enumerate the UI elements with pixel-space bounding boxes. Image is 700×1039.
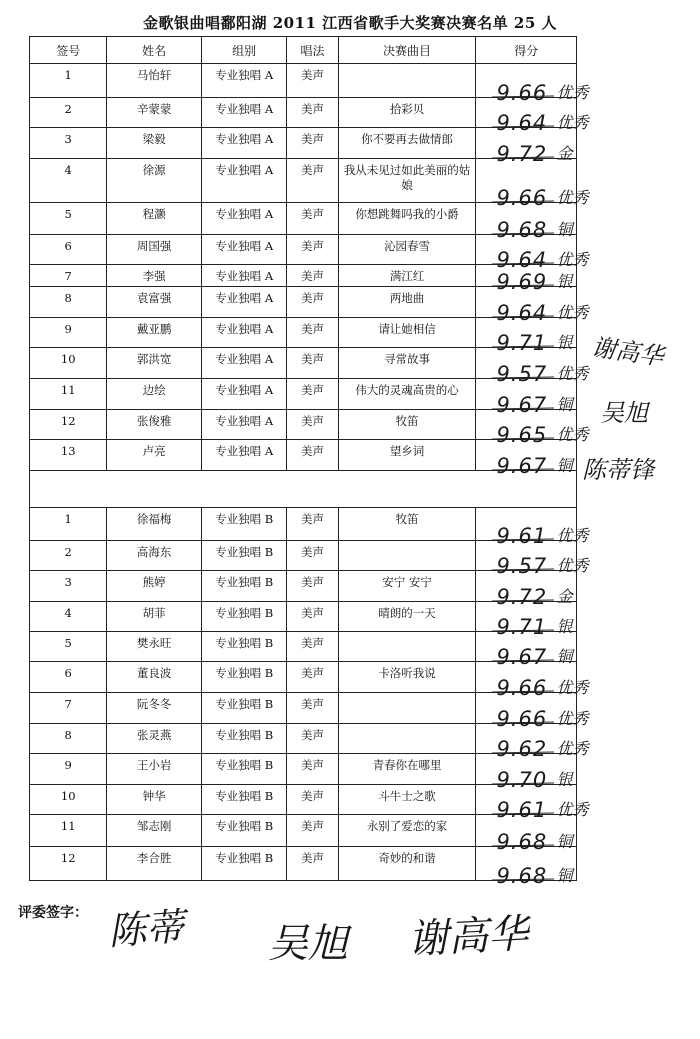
- song-title: [338, 632, 476, 662]
- score-cell: [476, 203, 577, 242]
- award-mark: 优秀: [556, 800, 589, 819]
- award-mark: 优秀: [556, 526, 589, 545]
- score-cell: [476, 754, 577, 792]
- score-value: 9.68: [496, 864, 548, 888]
- singer-name: 周国强: [107, 235, 202, 265]
- singer-name: 王小岩: [107, 754, 202, 785]
- score-value: 9.68: [496, 218, 548, 242]
- award-mark: 铜: [556, 866, 573, 885]
- singer-group: 专业独唱 B: [201, 662, 286, 693]
- score-cell: [476, 265, 577, 294]
- score-cell: [476, 693, 589, 731]
- award-mark: 优秀: [556, 739, 589, 758]
- singer-name: 徐源: [107, 159, 202, 203]
- singer-name: 梁毅: [107, 128, 202, 159]
- side-signature-1: 谢高华: [590, 333, 666, 371]
- singer-group: 专业独唱 A: [201, 379, 286, 410]
- score-cell: [476, 785, 589, 822]
- singing-style: 美声: [287, 265, 338, 287]
- score-cell: [476, 379, 577, 417]
- song-title: 请让她相信: [338, 318, 476, 348]
- score-value: 9.67: [496, 393, 548, 417]
- song-title: 牧笛: [338, 410, 476, 440]
- singing-style: 美声: [287, 410, 338, 440]
- award-mark: 银: [556, 272, 573, 291]
- document-title: 金歌银曲唱鄱阳湖 2011 江西省歌手大奖赛决赛名单 25 人: [142, 14, 557, 32]
- header-group: 组别: [201, 37, 286, 64]
- table-row: [30, 64, 577, 98]
- entry-number: 12: [30, 847, 107, 881]
- song-title: 你不要再去做情郎: [338, 128, 476, 159]
- singer-group: 专业独唱 A: [201, 64, 286, 98]
- score-cell: [476, 318, 577, 355]
- song-title: [338, 541, 476, 571]
- score-cell: [476, 64, 589, 105]
- award-mark: 金: [556, 587, 573, 606]
- score-value: 9.64: [496, 301, 548, 325]
- song-title: 我从未见过如此美丽的姑娘: [338, 159, 476, 203]
- score-cell: [476, 159, 589, 210]
- score-value: 9.69: [496, 270, 548, 294]
- singing-style: 美声: [287, 754, 338, 785]
- score-value: 9.66: [496, 81, 548, 105]
- score-value: 9.67: [496, 454, 548, 478]
- group-b-rows: [30, 508, 589, 888]
- score-cell: [476, 508, 589, 548]
- singer-name: 胡菲: [107, 602, 202, 632]
- singing-style: 美声: [287, 379, 338, 410]
- table-row: [30, 815, 577, 847]
- header-song: 决赛曲目: [338, 37, 476, 64]
- entry-number: 1: [30, 508, 107, 541]
- entry-number: 8: [30, 724, 107, 754]
- singer-name: 郭洪宽: [107, 348, 202, 379]
- song-title: 奇妙的和谐: [338, 847, 476, 881]
- singer-name: 辛蒙蒙: [107, 98, 202, 128]
- table-row: [30, 785, 577, 815]
- singer-group: 专业独唱 A: [201, 318, 286, 348]
- singer-group: 专业独唱 B: [201, 632, 286, 662]
- score-value: 9.57: [496, 362, 548, 386]
- score-cell: [476, 662, 589, 700]
- score-cell: [476, 571, 577, 609]
- table-row: [30, 571, 577, 602]
- score-value: 9.70: [496, 768, 548, 792]
- singer-group: 专业独唱 A: [201, 128, 286, 159]
- singing-style: 美声: [287, 318, 338, 348]
- score-cell: [476, 632, 577, 669]
- song-title: 望乡词: [338, 440, 476, 471]
- score-cell: [476, 847, 577, 888]
- singer-group: 专业独唱 A: [201, 265, 286, 287]
- singer-name: 高海东: [107, 541, 202, 571]
- score-cell: [476, 440, 577, 478]
- score-cell: [476, 128, 577, 166]
- table-row: [30, 662, 577, 693]
- header-name: 姓名: [107, 37, 202, 64]
- entry-number: 10: [30, 785, 107, 815]
- award-mark: 铜: [556, 220, 573, 239]
- score-value: 9.57: [496, 554, 548, 578]
- header-score: 得分: [476, 37, 577, 64]
- entry-number: 2: [30, 98, 107, 128]
- score-value: 9.68: [496, 830, 548, 854]
- song-title: [338, 724, 476, 754]
- entry-number: 11: [30, 379, 107, 410]
- singing-style: 美声: [287, 159, 338, 203]
- singer-name: 李合胜: [107, 847, 202, 881]
- singer-group: 专业独唱 A: [201, 410, 286, 440]
- header-style: 唱法: [287, 37, 338, 64]
- singer-group: 专业独唱 B: [201, 724, 286, 754]
- table-row: [30, 159, 577, 203]
- table-row: [30, 508, 577, 541]
- table-row: [30, 410, 577, 440]
- singer-group: 专业独唱 A: [201, 98, 286, 128]
- table-row: [30, 287, 577, 318]
- side-signature-2: 吴旭: [600, 399, 648, 427]
- song-title: 安宁 安宁: [338, 571, 476, 602]
- singer-name: 李强: [107, 265, 202, 287]
- singer-group: 专业独唱 A: [201, 235, 286, 265]
- singing-style: 美声: [287, 632, 338, 662]
- entry-number: 11: [30, 815, 107, 847]
- singer-group: 专业独唱 A: [201, 159, 286, 203]
- song-title: 寻常故事: [338, 348, 476, 379]
- entry-number: 5: [30, 632, 107, 662]
- singer-name: 卢亮: [107, 440, 202, 471]
- song-title: [338, 693, 476, 724]
- award-mark: 优秀: [556, 678, 589, 697]
- song-title: 你想跳舞吗我的小爵: [338, 203, 476, 235]
- song-title: 两地曲: [338, 287, 476, 318]
- score-value: 9.62: [496, 737, 548, 761]
- score-cell: [476, 724, 589, 761]
- score-value: 9.67: [496, 645, 548, 669]
- entry-number: 2: [30, 541, 107, 571]
- singer-group: 专业独唱 A: [201, 203, 286, 235]
- score-cell: [476, 287, 589, 325]
- singer-group: 专业独唱 B: [201, 785, 286, 815]
- table-row: [30, 265, 577, 287]
- singer-group: 专业独唱 B: [201, 571, 286, 602]
- singer-name: 程灏: [107, 203, 202, 235]
- singer-name: 董良波: [107, 662, 202, 693]
- singer-name: 马怡轩: [107, 64, 202, 98]
- entry-number: 6: [30, 662, 107, 693]
- award-mark: 优秀: [556, 303, 589, 322]
- singer-name: 张灵燕: [107, 724, 202, 754]
- song-title: 斗牛士之歌: [338, 785, 476, 815]
- score-cell: [476, 98, 589, 135]
- score-value: 9.72: [496, 142, 548, 166]
- singing-style: 美声: [287, 287, 338, 318]
- singing-style: 美声: [287, 602, 338, 632]
- entry-number: 9: [30, 754, 107, 785]
- score-value: 9.64: [496, 248, 548, 272]
- singer-name: 樊永旺: [107, 632, 202, 662]
- singing-style: 美声: [287, 235, 338, 265]
- separator-row: [30, 471, 577, 508]
- singer-group: 专业独唱 A: [201, 348, 286, 379]
- singing-style: 美声: [287, 440, 338, 471]
- singing-style: 美声: [287, 662, 338, 693]
- award-mark: 优秀: [556, 250, 589, 269]
- singing-style: 美声: [287, 724, 338, 754]
- bottom-signature-3: 谢高华: [407, 910, 530, 964]
- singer-name: 钟华: [107, 785, 202, 815]
- singing-style: 美声: [287, 64, 338, 98]
- score-value: 9.61: [496, 798, 548, 822]
- bottom-signature-2: 吴旭: [268, 921, 348, 967]
- singing-style: 美声: [287, 815, 338, 847]
- entry-number: 7: [30, 693, 107, 724]
- singing-style: 美声: [287, 508, 338, 541]
- singer-name: 边绘: [107, 379, 202, 410]
- table-row: [30, 235, 577, 265]
- entry-number: 9: [30, 318, 107, 348]
- table-row: [30, 754, 577, 785]
- song-title: 晴朗的一天: [338, 602, 476, 632]
- finalist-table: [29, 36, 589, 888]
- table-row: [30, 632, 577, 662]
- score-cell: [476, 815, 577, 854]
- score-cell: [476, 235, 589, 272]
- entry-number: 3: [30, 128, 107, 159]
- award-mark: 银: [556, 617, 573, 636]
- singer-name: 戴亚鹏: [107, 318, 202, 348]
- score-value: 9.66: [496, 676, 548, 700]
- singer-group: 专业独唱 A: [201, 440, 286, 471]
- singer-group: 专业独唱 B: [201, 847, 286, 881]
- singer-name: 徐福梅: [107, 508, 202, 541]
- bottom-signature-1: 陈蒂: [106, 904, 186, 954]
- singing-style: 美声: [287, 98, 338, 128]
- table-row: [30, 724, 577, 754]
- score-value: 9.66: [496, 707, 548, 731]
- table-row: [30, 602, 577, 632]
- song-title: 青春你在哪里: [338, 754, 476, 785]
- singing-style: 美声: [287, 541, 338, 571]
- singer-name: 阮冬冬: [107, 693, 202, 724]
- score-value: 9.72: [496, 585, 548, 609]
- award-mark: 银: [556, 333, 573, 352]
- song-title: 伟大的灵魂高贵的心: [338, 379, 476, 410]
- entry-number: 12: [30, 410, 107, 440]
- table-row: [30, 693, 577, 724]
- table-row: [30, 128, 577, 159]
- award-mark: 铜: [556, 456, 573, 475]
- singing-style: 美声: [287, 203, 338, 235]
- singer-group: 专业独唱 B: [201, 602, 286, 632]
- score-cell: [476, 541, 589, 578]
- table-header-row: [30, 37, 577, 64]
- singer-name: 邹志刚: [107, 815, 202, 847]
- award-mark: 优秀: [556, 113, 589, 132]
- song-title: 牧笛: [338, 508, 476, 541]
- singer-group: 专业独唱 B: [201, 508, 286, 541]
- award-mark: 金: [556, 144, 573, 163]
- score-value: 9.61: [496, 524, 548, 548]
- award-mark: 优秀: [556, 188, 589, 207]
- song-title: 卡洛听我说: [338, 662, 476, 693]
- award-mark: 优秀: [556, 709, 589, 728]
- award-mark: 银: [556, 770, 573, 789]
- song-title: 满江红: [338, 265, 476, 287]
- singing-style: 美声: [287, 348, 338, 379]
- entry-number: 6: [30, 235, 107, 265]
- award-mark: 铜: [556, 395, 573, 414]
- score-cell: [476, 348, 589, 386]
- table-row: [30, 847, 577, 881]
- table-row: [30, 541, 577, 571]
- score-value: 9.65: [496, 423, 548, 447]
- singer-name: 张俊雅: [107, 410, 202, 440]
- table-row: [30, 98, 577, 128]
- singing-style: 美声: [287, 847, 338, 881]
- score-value: 9.71: [496, 615, 548, 639]
- group-separator: [30, 471, 577, 508]
- entry-number: 13: [30, 440, 107, 471]
- singer-group: 专业独唱 B: [201, 541, 286, 571]
- award-mark: 铜: [556, 832, 573, 851]
- award-mark: 优秀: [556, 364, 589, 383]
- singer-group: 专业独唱 B: [201, 815, 286, 847]
- score-value: 9.71: [496, 331, 548, 355]
- entry-number: 7: [30, 265, 107, 287]
- group-a-rows: [30, 64, 589, 478]
- singer-group: 专业独唱 B: [201, 693, 286, 724]
- singing-style: 美声: [287, 693, 338, 724]
- table-row: [30, 348, 577, 379]
- entry-number: 4: [30, 602, 107, 632]
- header-number: 签号: [30, 37, 107, 64]
- singer-name: 袁富强: [107, 287, 202, 318]
- entry-number: 4: [30, 159, 107, 203]
- singing-style: 美声: [287, 571, 338, 602]
- singing-style: 美声: [287, 128, 338, 159]
- entry-number: 3: [30, 571, 107, 602]
- score-value: 9.66: [496, 186, 548, 210]
- table-row: [30, 440, 577, 471]
- entry-number: 8: [30, 287, 107, 318]
- singer-name: 熊婷: [107, 571, 202, 602]
- award-mark: 优秀: [556, 83, 589, 102]
- table-row: [30, 379, 577, 410]
- singing-style: 美声: [287, 785, 338, 815]
- table-row: [30, 318, 577, 348]
- song-title: [338, 64, 476, 98]
- entry-number: 1: [30, 64, 107, 98]
- entry-number: 10: [30, 348, 107, 379]
- table-row: [30, 203, 577, 235]
- entry-number: 5: [30, 203, 107, 235]
- score-value: 9.64: [496, 111, 548, 135]
- side-signature-3: 陈蒂锋: [582, 456, 654, 484]
- singer-group: 专业独唱 A: [201, 287, 286, 318]
- award-mark: 优秀: [556, 556, 589, 575]
- award-mark: 优秀: [556, 425, 589, 444]
- score-cell: [476, 602, 577, 639]
- song-title: 拾彩贝: [338, 98, 476, 128]
- song-title: 永别了爱恋的家: [338, 815, 476, 847]
- song-title: 沁园春雪: [338, 235, 476, 265]
- award-mark: 铜: [556, 647, 573, 666]
- judge-signature-label: 评委签字：: [18, 905, 88, 921]
- singer-group: 专业独唱 B: [201, 754, 286, 785]
- score-cell: [476, 410, 589, 447]
